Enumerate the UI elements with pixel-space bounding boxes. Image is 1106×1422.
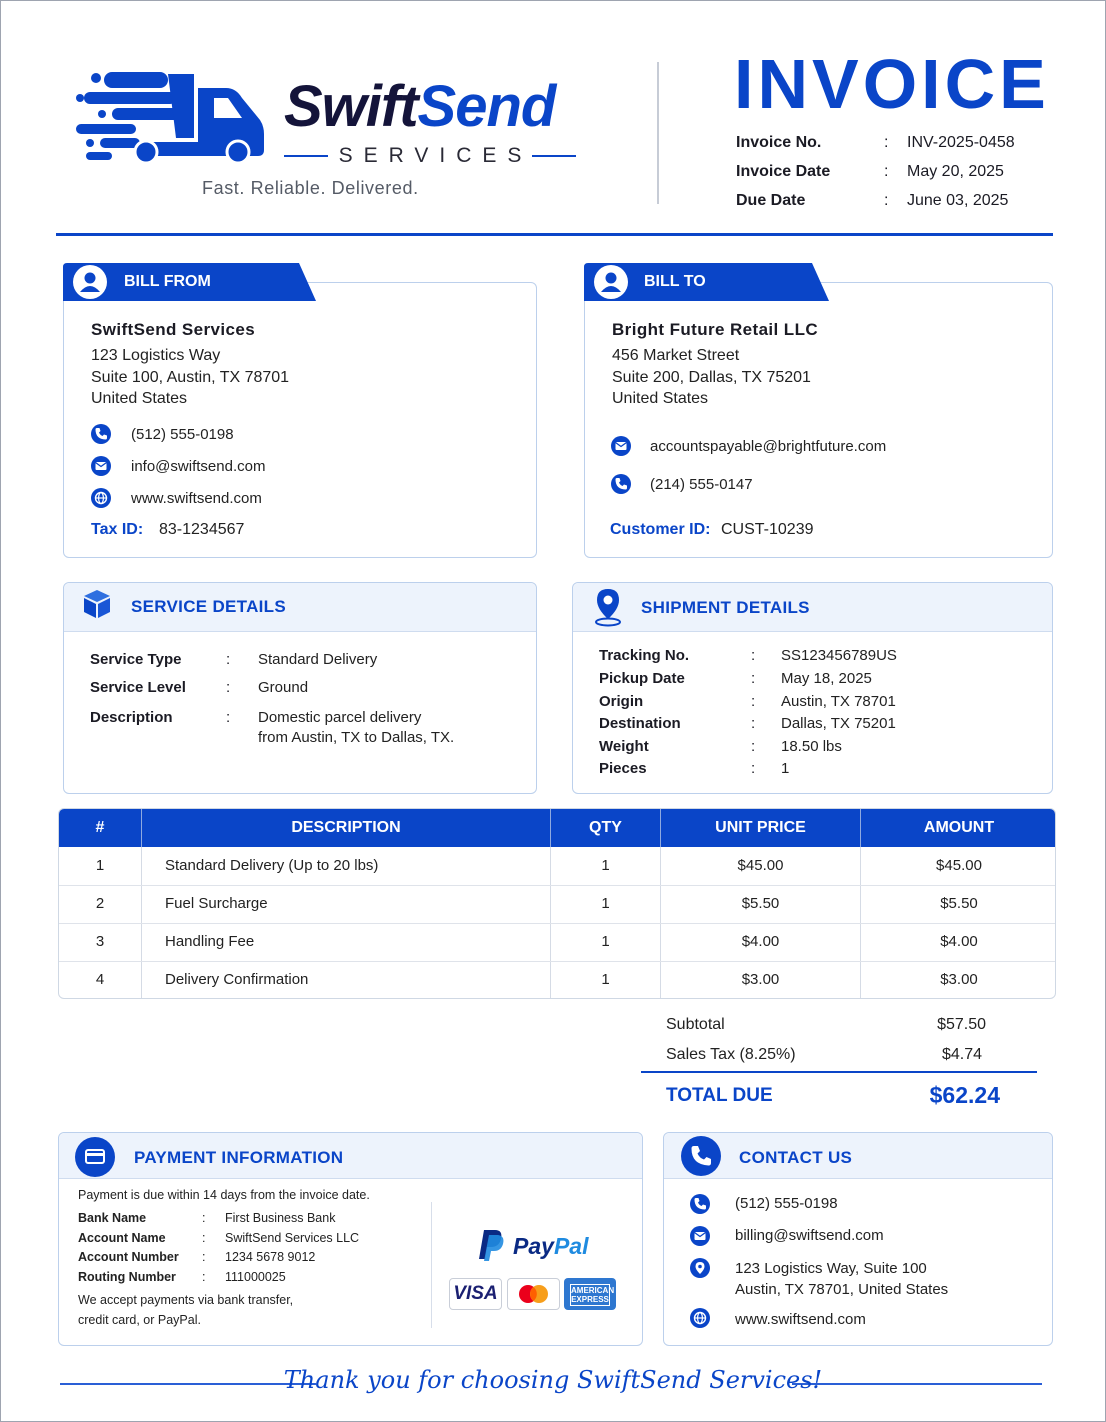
colon: :: [884, 163, 889, 180]
service-details-title: SERVICE DETAILS: [131, 597, 287, 616]
col-header-unit-price: UNIT PRICE: [661, 809, 860, 847]
location-pin-icon: [592, 587, 624, 627]
colon: :: [202, 1211, 206, 1225]
sales-tax-value: $4.74: [941, 1046, 982, 1063]
colon: :: [226, 709, 231, 726]
bill-to-line-1: 456 Market Street: [612, 347, 740, 364]
customer-id-label: Customer ID:: [610, 521, 711, 538]
bill-from-name: SwiftSend Services: [91, 320, 256, 339]
account-number-label: Account Number: [78, 1250, 179, 1264]
bill-from-title: BILL FROM: [124, 273, 211, 290]
brand-name-part1: Swift: [284, 74, 418, 139]
bill-to-email[interactable]: accountspayable@brightfuture.com: [650, 438, 887, 455]
invoice-number-value: INV-2025-0458: [907, 134, 1015, 151]
weight-value: 18.50 lbs: [781, 738, 842, 755]
item-description: Standard Delivery (Up to 20 lbs): [165, 857, 379, 874]
tax-id-label: Tax ID:: [91, 521, 144, 538]
accept-note-line-2: credit card, or PayPal.: [78, 1313, 201, 1327]
brand-tagline: Fast. Reliable. Delivered.: [202, 178, 419, 198]
brand-services-text: SERVICES: [338, 144, 533, 167]
bill-to-name: Bright Future Retail LLC: [612, 320, 819, 339]
visa-logo: VISA: [449, 1278, 502, 1310]
contact-title: CONTACT US: [739, 1148, 853, 1167]
origin-label: Origin: [599, 693, 644, 710]
item-unit-price: $5.50: [741, 895, 780, 912]
email-icon: [690, 1226, 710, 1246]
item-unit-price: $45.00: [737, 857, 784, 874]
header-rule: [56, 233, 1053, 236]
phone-icon: [91, 424, 111, 444]
invoice-date-label: Invoice Date: [736, 163, 831, 180]
payment-info-title: PAYMENT INFORMATION: [134, 1148, 344, 1167]
item-number: 1: [95, 857, 105, 874]
paypal-logo-icon: [476, 1228, 506, 1262]
delivery-truck-logo-icon: [76, 68, 266, 164]
tracking-number-value[interactable]: SS123456789US: [781, 647, 897, 664]
bank-name-label: Bank Name: [78, 1211, 147, 1225]
invoice-title: INVOICE: [734, 45, 1050, 123]
account-name-value: SwiftSend Services LLC: [225, 1231, 360, 1245]
subtotal-value: $57.50: [937, 1016, 986, 1033]
item-unit-price: $3.00: [741, 971, 780, 988]
due-date-label: Due Date: [736, 192, 806, 209]
colon: :: [226, 679, 231, 696]
paypal-wordmark: [513, 1233, 588, 1260]
paypal-wordmark-part2: Pal: [553, 1233, 589, 1259]
colon: :: [751, 715, 756, 732]
customer-id-value: CUST-10239: [721, 521, 814, 538]
item-amount: $3.00: [940, 971, 978, 988]
contact-email[interactable]: billing@swiftsend.com: [735, 1227, 884, 1244]
globe-icon: [91, 488, 111, 508]
payment-due-note: Payment is due within 14 days from the invoice date.: [78, 1188, 370, 1202]
colon: :: [751, 693, 756, 710]
bill-to-title: BILL TO: [644, 273, 706, 290]
item-qty: 1: [601, 971, 610, 988]
amex-line-2: EXPRESS: [571, 1295, 609, 1304]
colon: :: [884, 192, 889, 209]
service-type-label: Service Type: [90, 651, 182, 668]
phone-icon: [611, 474, 631, 494]
amex-logo: [564, 1278, 616, 1310]
service-level-label: Service Level: [90, 679, 186, 696]
item-number: 3: [95, 933, 105, 950]
col-header-description: DESCRIPTION: [142, 809, 550, 847]
col-header-number: #: [59, 809, 141, 847]
thank-you-message: Thank you for choosing SwiftSend Services!: [283, 1366, 823, 1394]
tax-id-value: 83-1234567: [159, 521, 245, 538]
description-label: Description: [90, 709, 173, 726]
service-level-value: Ground: [258, 679, 309, 696]
tracking-number-label: Tracking No.: [599, 647, 690, 664]
header-divider: [657, 62, 659, 204]
bank-name-value: First Business Bank: [225, 1211, 336, 1225]
subtotal-label: Subtotal: [666, 1016, 725, 1033]
user-icon: [73, 265, 107, 299]
colon: :: [202, 1231, 206, 1245]
item-amount: $5.50: [940, 895, 978, 912]
item-qty: 1: [601, 857, 610, 874]
user-icon: [594, 265, 628, 299]
colon: :: [751, 670, 756, 687]
phone-icon: [690, 1194, 710, 1214]
bill-from-phone[interactable]: (512) 555-0198: [131, 426, 234, 443]
due-date-row: [736, 192, 1056, 216]
bill-from-website[interactable]: www.swiftsend.com: [131, 490, 262, 507]
colon: :: [226, 651, 231, 668]
item-description: Fuel Surcharge: [165, 895, 268, 912]
total-due-value: $62.24: [929, 1082, 1000, 1108]
bill-from-line-3: United States: [91, 390, 188, 407]
bill-to-line-2: Suite 200, Dallas, TX 75201: [612, 369, 811, 386]
pieces-label: Pieces: [599, 760, 647, 777]
item-qty: 1: [601, 895, 610, 912]
colon: :: [751, 647, 756, 664]
bill-from-line-1: 123 Logistics Way: [91, 347, 221, 364]
item-unit-price: $4.00: [741, 933, 780, 950]
destination-value: Dallas, TX 75201: [781, 715, 896, 732]
bill-from-email[interactable]: info@swiftsend.com: [131, 458, 266, 475]
item-number: 4: [95, 971, 105, 988]
routing-number-label: Routing Number: [78, 1270, 176, 1284]
bill-to-line-3: United States: [612, 390, 709, 407]
paypal-wordmark-part1: Pay: [513, 1233, 554, 1259]
item-number: 2: [95, 895, 105, 912]
contact-website[interactable]: www.swiftsend.com: [735, 1311, 866, 1328]
pickup-date-label: Pickup Date: [599, 670, 685, 687]
account-number-value: 1234 5678 9012: [225, 1250, 316, 1264]
accept-note-line-1: We accept payments via bank transfer,: [78, 1293, 294, 1307]
colon: :: [751, 760, 756, 777]
service-type-value: Standard Delivery: [258, 651, 378, 668]
colon: :: [202, 1270, 206, 1284]
contact-header: [664, 1133, 1052, 1179]
pickup-date-value: May 18, 2025: [781, 670, 872, 687]
due-date-value: June 03, 2025: [907, 192, 1009, 209]
contact-address-line-1: 123 Logistics Way, Suite 100: [735, 1260, 927, 1277]
item-qty: 1: [601, 933, 610, 950]
globe-icon: [690, 1308, 710, 1328]
total-due-label: TOTAL DUE: [666, 1085, 773, 1106]
col-header-amount: AMOUNT: [861, 809, 1056, 847]
colon: :: [884, 134, 889, 151]
brand-services: [284, 144, 576, 168]
item-description: Delivery Confirmation: [165, 971, 309, 988]
invoice-date-row: [736, 163, 1056, 187]
amex-line-1: AMERICAN: [571, 1286, 615, 1295]
col-header-qty: QTY: [551, 809, 660, 847]
credit-card-icon: [75, 1137, 115, 1177]
phone-icon: [681, 1136, 721, 1176]
weight-label: Weight: [599, 738, 649, 755]
colon: :: [751, 738, 756, 755]
shipment-details-title: SHIPMENT DETAILS: [641, 598, 810, 617]
brand-name-part2: Send: [417, 74, 556, 139]
contact-phone[interactable]: (512) 555-0198: [735, 1195, 838, 1212]
email-icon: [91, 456, 111, 476]
item-amount: $45.00: [936, 857, 982, 874]
location-pin-icon: [690, 1258, 710, 1278]
description-value-line-2: from Austin, TX to Dallas, TX.: [258, 729, 455, 746]
routing-number-value: 111000025: [225, 1270, 286, 1284]
invoice-number-label: Invoice No.: [736, 134, 822, 151]
payment-divider: [431, 1202, 432, 1328]
sales-tax-label: Sales Tax (8.25%): [666, 1046, 796, 1063]
item-amount: $4.00: [940, 933, 978, 950]
origin-value: Austin, TX 78701: [781, 693, 896, 710]
line-items-table: [58, 808, 1056, 999]
bill-to-phone[interactable]: (214) 555-0147: [650, 476, 753, 493]
bill-from-line-2: Suite 100, Austin, TX 78701: [91, 369, 290, 386]
invoice-number-row: [736, 134, 1056, 158]
contact-address-line-2: Austin, TX 78701, United States: [735, 1281, 949, 1298]
email-icon: [611, 436, 631, 456]
package-icon: [82, 588, 112, 620]
mastercard-logo-icon: [507, 1278, 560, 1310]
item-description: Handling Fee: [165, 933, 255, 950]
invoice-date-value: May 20, 2025: [907, 163, 1004, 180]
account-name-label: Account Name: [78, 1231, 166, 1245]
pieces-value: 1: [781, 760, 790, 777]
description-value-line-1: Domestic parcel delivery: [258, 709, 422, 726]
colon: :: [202, 1250, 206, 1264]
destination-label: Destination: [599, 715, 681, 732]
brand-name: [284, 74, 555, 140]
totals-rule: [641, 1071, 1037, 1073]
